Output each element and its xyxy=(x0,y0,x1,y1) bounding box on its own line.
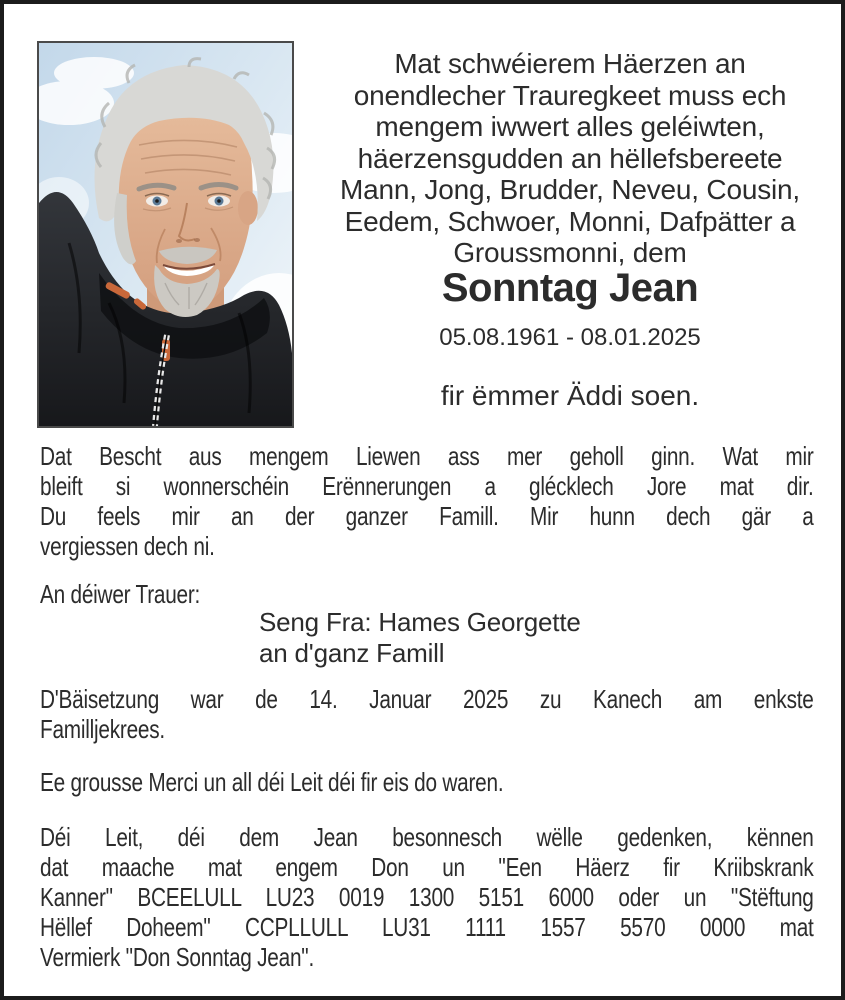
intro-line: Eedem, Schwoer, Monni, Dafpätter a xyxy=(344,205,796,237)
donation-line: Kanner" BCEELULL LU23 0019 1300 5151 6000 oder un "Stëftung xyxy=(40,882,814,912)
mourning-label-text: An déiwer Trauer: xyxy=(40,579,201,609)
tribute-line: bleift si wonnerschéin Erënnerungen a glécklech Jore mat dir. xyxy=(40,471,814,501)
intro-line: häerzensgudden an hëllefsbereete xyxy=(357,142,783,174)
donation-line: Déi Leit, déi dem Jean besonnesch wëlle gedenken, kënnen xyxy=(40,822,814,852)
intro-line: Mat schwéierem Häerzen an xyxy=(394,48,746,79)
intro-line: Groussmonni, dem xyxy=(453,237,687,268)
intro-line: Mann, Jong, Brudder, Neveu, Cousin, xyxy=(340,174,800,205)
donation-line: Vermierk "Don Sonntag Jean". xyxy=(40,942,314,972)
deceased-name: Sonntag Jean xyxy=(441,266,699,310)
burial-line: D'Bäisetzung war de 14. Januar 2025 zu Kanech am enkste xyxy=(40,684,814,714)
ear xyxy=(238,191,258,225)
donation-paragraph xyxy=(40,822,814,972)
thanks-paragraph xyxy=(40,767,814,797)
mourning-label xyxy=(40,579,814,609)
donation-line: dat maache mat engem Don un "Een Häerz fir Kriibskrank xyxy=(40,852,814,882)
thanks-line: Ee grousse Merci un all déi Leit déi fir eis do waren. xyxy=(40,767,504,797)
intro-line: onendlecher Trauregkeet muss ech xyxy=(353,79,787,111)
mourner-line: Seng Fra: Hames Georgette xyxy=(259,607,581,637)
tribute-line: vergiessen dech ni. xyxy=(40,531,215,561)
burial-paragraph xyxy=(40,684,814,744)
donation-line: Hëllef Doheem" CCPLLULL LU31 1111 1557 5570 0000 mat xyxy=(40,912,814,942)
tribute-paragraph xyxy=(40,441,814,561)
intro-text xyxy=(300,48,840,269)
life-dates: 05.08.1961 - 08.01.2025 xyxy=(439,324,701,351)
burial-line: Familljekrees. xyxy=(40,714,165,744)
tribute-line: Du feels mir an der ganzer Famill. Mir hunn dech gär a xyxy=(40,501,814,531)
farewell-line: fir ëmmer Äddi soen. xyxy=(440,380,700,411)
mourner-line: an d'ganz Famill xyxy=(259,638,445,668)
portrait-illustration xyxy=(39,43,292,426)
intro-line: mengem iwwert alles geléiwten, xyxy=(375,111,765,142)
mourners-list xyxy=(259,607,581,669)
tribute-line: Dat Bescht aus mengem Liewen ass mer geholl ginn. Wat mir xyxy=(40,441,814,471)
portrait-photo xyxy=(37,41,294,428)
